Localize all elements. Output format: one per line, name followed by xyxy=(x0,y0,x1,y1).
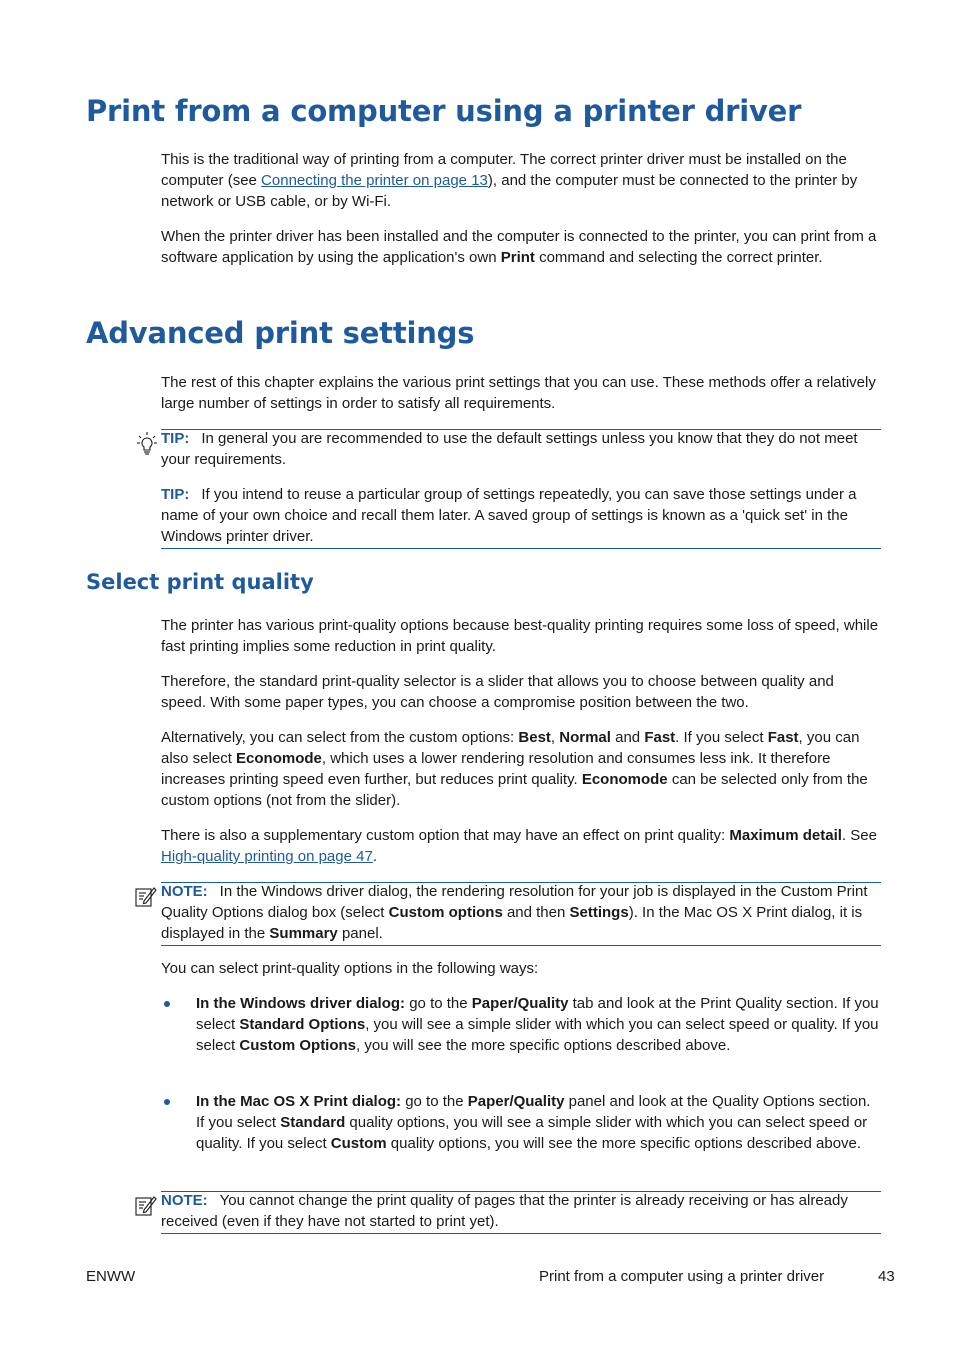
text: panel and look at the Quality Options section. If you select xyxy=(196,1093,871,1131)
tip-label: TIP: xyxy=(161,430,190,447)
text: , xyxy=(550,729,560,746)
bullet-marker xyxy=(164,1099,170,1105)
footer-left: ENWW xyxy=(86,1268,136,1285)
paragraph-driver-print xyxy=(161,226,881,268)
paragraph-driver-intro xyxy=(161,149,881,212)
note-1-bottom-rule xyxy=(161,945,881,946)
tip-bottom-rule xyxy=(161,548,881,549)
bold-text: Maximum detail xyxy=(729,827,842,844)
text: quality options, you will see the more specific options described above. xyxy=(386,1135,862,1152)
text: can be selected only from the custom options (not from the slider). xyxy=(161,771,868,809)
bold-text: Print xyxy=(500,249,535,266)
bold-text: Standard xyxy=(280,1114,346,1131)
text: If you intend to reuse a particular group of settings repeatedly, you can save those settings under a name of your own choice and recall them later. A saved group of settings is known as a 'quick set' in the Windows printer driver. xyxy=(161,486,857,545)
text: and xyxy=(610,729,645,746)
list-item-windows xyxy=(196,993,882,1056)
list-item-mac xyxy=(196,1091,882,1154)
heading-advanced-settings: Advanced print settings xyxy=(86,316,475,350)
paragraph-quality-3 xyxy=(161,727,881,811)
bold-text: Standard Options xyxy=(239,1016,366,1033)
bold-text: Economode xyxy=(236,750,322,767)
text: ), and the computer must be connected to the printer by network or USB cable, or by Wi-Fi. xyxy=(161,172,858,210)
bold-text: Fast xyxy=(767,729,799,746)
text: There is also a supplementary custom option that may have an effect on print quality: xyxy=(161,827,730,844)
heading-print-driver: Print from a computer using a printer driver xyxy=(86,94,802,128)
bold-text: In the Mac OS X Print dialog: xyxy=(196,1093,402,1110)
link-high-quality-printing[interactable]: High-quality printing on page 47 xyxy=(161,848,373,865)
bullet-marker xyxy=(164,1001,170,1007)
paragraph-advanced-intro: The rest of this chapter explains the various print settings that you can use. These methods offer a relatively large number of settings in order to satisfy all requirements. xyxy=(161,374,876,412)
bold-text: Economode xyxy=(581,771,668,788)
bold-text: Best xyxy=(518,729,551,746)
link-connecting-printer[interactable]: Connecting the printer on page 13 xyxy=(261,172,488,189)
text: . If you select xyxy=(675,729,768,746)
note-label: NOTE: xyxy=(161,1192,208,1209)
bold-text: Fast xyxy=(644,729,676,746)
paragraph-quality-ways: You can select print-quality options in the following ways: xyxy=(161,960,539,977)
paragraph-quality-1: The printer has various print-quality options because best-quality printing requires some loss of speed, while fast printing implies some reduction in print quality. xyxy=(161,617,879,655)
bold-text: Settings xyxy=(569,904,629,921)
note-2-bottom-rule xyxy=(161,1233,881,1234)
paragraph-quality-2: Therefore, the standard print-quality selector is a slider that allows you to choose between quality and speed. With some paper types, you can choose a compromise position between the two. xyxy=(161,673,834,711)
bold-text: Custom xyxy=(330,1135,387,1152)
paragraph-quality-4 xyxy=(161,825,881,867)
bold-text: Normal xyxy=(559,729,611,746)
tip-label: TIP: xyxy=(161,486,190,503)
heading-select-quality: Select print quality xyxy=(86,570,314,594)
text: In the Windows driver dialog, the rendering resolution for your job is displayed in the Custom Print Quality Options dialog box (select xyxy=(161,883,868,921)
text: quality options, you will see a simple slider with which you can select speed or quality. If you select xyxy=(196,1114,868,1152)
page-number: 43 xyxy=(878,1268,895,1285)
bold-text: Summary xyxy=(269,925,338,942)
bold-text: Paper/Quality xyxy=(471,995,569,1012)
note-label: NOTE: xyxy=(161,883,208,900)
text: This is the traditional way of printing from a computer. The correct printer driver must be installed on the computer (see xyxy=(161,151,847,189)
text: ). In the Mac OS X Print dialog, it is displayed in the xyxy=(161,904,863,942)
text: . xyxy=(372,848,377,865)
text: go to the xyxy=(405,995,472,1012)
text: , you will see a simple slider with which you can select speed or quality. If you select xyxy=(196,1016,879,1054)
bold-text: Custom Options xyxy=(239,1037,357,1054)
text: , you will see the more specific options described above. xyxy=(356,1037,731,1054)
bold-text: Custom options xyxy=(388,904,503,921)
text: go to the xyxy=(401,1093,468,1110)
text: In general you are recommended to use the default settings unless you know that they do not meet your requirements. xyxy=(161,430,858,468)
note-pencil-icon xyxy=(134,884,158,908)
lightbulb-icon xyxy=(136,431,158,457)
text: Alternatively, you can select from the custom options: xyxy=(161,729,519,746)
tip-2 xyxy=(161,484,881,547)
text: panel. xyxy=(337,925,383,942)
tip-1 xyxy=(161,428,881,470)
note-2 xyxy=(161,1190,881,1232)
text: . See xyxy=(841,827,877,844)
text: command and selecting the correct printer. xyxy=(534,249,823,266)
text: When the printer driver has been installed and the computer is connected to the printer, you can print from a software application by using the application's own xyxy=(161,228,877,266)
note-1 xyxy=(161,881,881,944)
footer-title: Print from a computer using a printer driver xyxy=(539,1268,825,1285)
bold-text: Paper/Quality xyxy=(467,1093,565,1110)
text: tab and look at the Print Quality section. If you select xyxy=(196,995,879,1033)
text: , which uses a lower rendering resolution and consumes less ink. It therefore increases printing speed even further, but reduces print quality. xyxy=(161,750,831,788)
bold-text: In the Windows driver dialog: xyxy=(196,995,406,1012)
text: , you can also select xyxy=(161,729,860,767)
note-pencil-icon xyxy=(134,1193,158,1217)
text: You cannot change the print quality of pages that the printer is already receiving or has already received (even if they have not started to print yet). xyxy=(161,1192,848,1230)
text: and then xyxy=(502,904,570,921)
